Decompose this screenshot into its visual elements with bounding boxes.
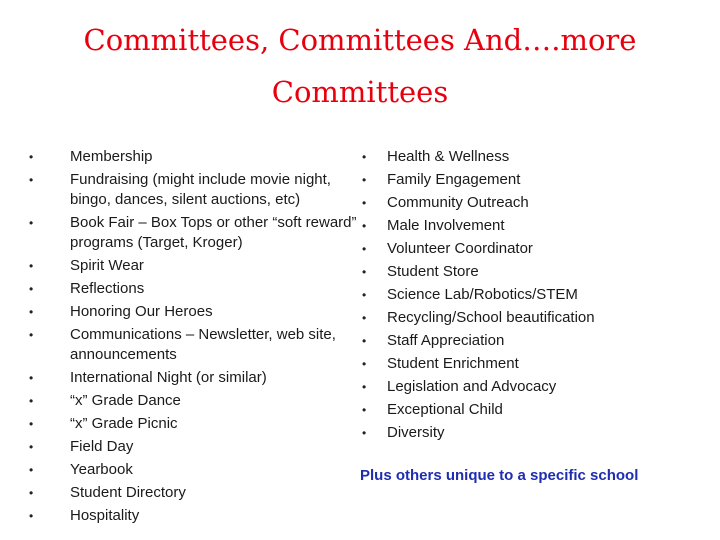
- bullet-icon: •: [29, 440, 34, 454]
- slide-title-line-1: Committees, Committees And….more: [83, 23, 637, 57]
- list-item-label: Student Store: [387, 263, 479, 280]
- list-item-label: Family Engagement: [387, 171, 521, 188]
- bullet-icon: •: [362, 196, 367, 210]
- list-item-label: Community Outreach: [387, 194, 529, 211]
- list-item: [362, 262, 707, 282]
- list-item-label: Membership: [70, 148, 153, 165]
- list-item-label: “x” Grade Dance: [70, 392, 181, 409]
- bullet-icon: •: [362, 288, 367, 302]
- slide-title: [0, 14, 720, 118]
- list-item: [362, 331, 707, 351]
- list-item: [29, 256, 370, 276]
- bullet-icon: •: [362, 426, 367, 440]
- list-item-label: Communications – Newsletter, web site, announcements: [70, 326, 336, 363]
- list-item: [29, 437, 370, 457]
- list-item-label: Honoring Our Heroes: [70, 303, 213, 320]
- list-item-label: Staff Appreciation: [387, 332, 505, 349]
- list-item-label: Exceptional Child: [387, 401, 503, 418]
- bullet-icon: •: [29, 216, 34, 230]
- list-item-label: Legislation and Advocacy: [387, 378, 557, 395]
- bullet-icon: •: [29, 259, 34, 273]
- list-item-label: “x” Grade Picnic: [70, 415, 178, 432]
- list-item-label: Book Fair – Box Tops or other “soft reward” programs (Target, Kroger): [70, 214, 357, 251]
- list-item: [29, 506, 370, 526]
- list-item: [362, 423, 707, 443]
- bullet-icon: •: [29, 282, 34, 296]
- list-item: [29, 325, 370, 365]
- list-item-label: Field Day: [70, 438, 134, 455]
- list-item: [29, 302, 370, 322]
- list-item-label: Volunteer Coordinator: [387, 240, 533, 257]
- bullet-icon: •: [362, 219, 367, 233]
- list-item: [362, 308, 707, 328]
- list-item-label: Yearbook: [70, 461, 133, 478]
- list-item-label: Health & Wellness: [387, 148, 510, 165]
- list-item: [362, 170, 707, 190]
- bullet-icon: •: [29, 173, 34, 187]
- list-item-label: Hospitality: [70, 507, 140, 524]
- bullet-icon: •: [29, 509, 34, 523]
- bullet-icon: •: [29, 394, 34, 408]
- bullet-icon: •: [362, 403, 367, 417]
- list-item: [29, 483, 370, 503]
- list-item: [29, 170, 370, 210]
- bullet-icon: •: [362, 242, 367, 256]
- list-item: [362, 193, 707, 213]
- list-item-label: Recycling/School beautification: [387, 309, 595, 326]
- list-item: [29, 147, 370, 167]
- list-item-label: Reflections: [70, 280, 145, 297]
- list-item-label: Male Involvement: [387, 217, 505, 234]
- list-item: [362, 216, 707, 236]
- footer-note: Plus others unique to a specific school: [360, 467, 639, 484]
- bullet-icon: •: [362, 150, 367, 164]
- bullet-icon: •: [29, 486, 34, 500]
- right-committee-list: [362, 147, 707, 446]
- bullet-icon: •: [362, 173, 367, 187]
- bullet-icon: •: [362, 311, 367, 325]
- bullet-icon: •: [29, 417, 34, 431]
- list-item-label: Fundraising (might include movie night, bingo, dances, silent auctions, etc): [70, 171, 331, 208]
- list-item-label: Science Lab/Robotics/STEM: [387, 286, 578, 303]
- list-item: [29, 460, 370, 480]
- list-item: [29, 213, 370, 253]
- list-item: [29, 279, 370, 299]
- bullet-icon: •: [29, 371, 34, 385]
- list-item: [29, 391, 370, 411]
- bullet-icon: •: [29, 328, 34, 342]
- slide-title-line-2: Committees: [271, 75, 449, 109]
- list-item-label: Spirit Wear: [70, 257, 144, 274]
- list-item-label: Student Directory: [70, 484, 186, 501]
- bullet-icon: •: [362, 380, 367, 394]
- bullet-icon: •: [362, 357, 367, 371]
- list-item: [362, 239, 707, 259]
- list-item: [29, 414, 370, 434]
- list-item: [362, 285, 707, 305]
- bullet-icon: •: [29, 463, 34, 477]
- list-item: [362, 354, 707, 374]
- list-item: [362, 377, 707, 397]
- bullet-icon: •: [362, 265, 367, 279]
- bullet-icon: •: [362, 334, 367, 348]
- bullet-icon: •: [29, 150, 34, 164]
- list-item: [362, 400, 707, 420]
- list-item: [29, 368, 370, 388]
- left-committee-list: [29, 147, 370, 529]
- list-item-label: Diversity: [387, 424, 445, 441]
- list-item-label: Student Enrichment: [387, 355, 519, 372]
- list-item-label: International Night (or similar): [70, 369, 267, 386]
- list-item: [362, 147, 707, 167]
- bullet-icon: •: [29, 305, 34, 319]
